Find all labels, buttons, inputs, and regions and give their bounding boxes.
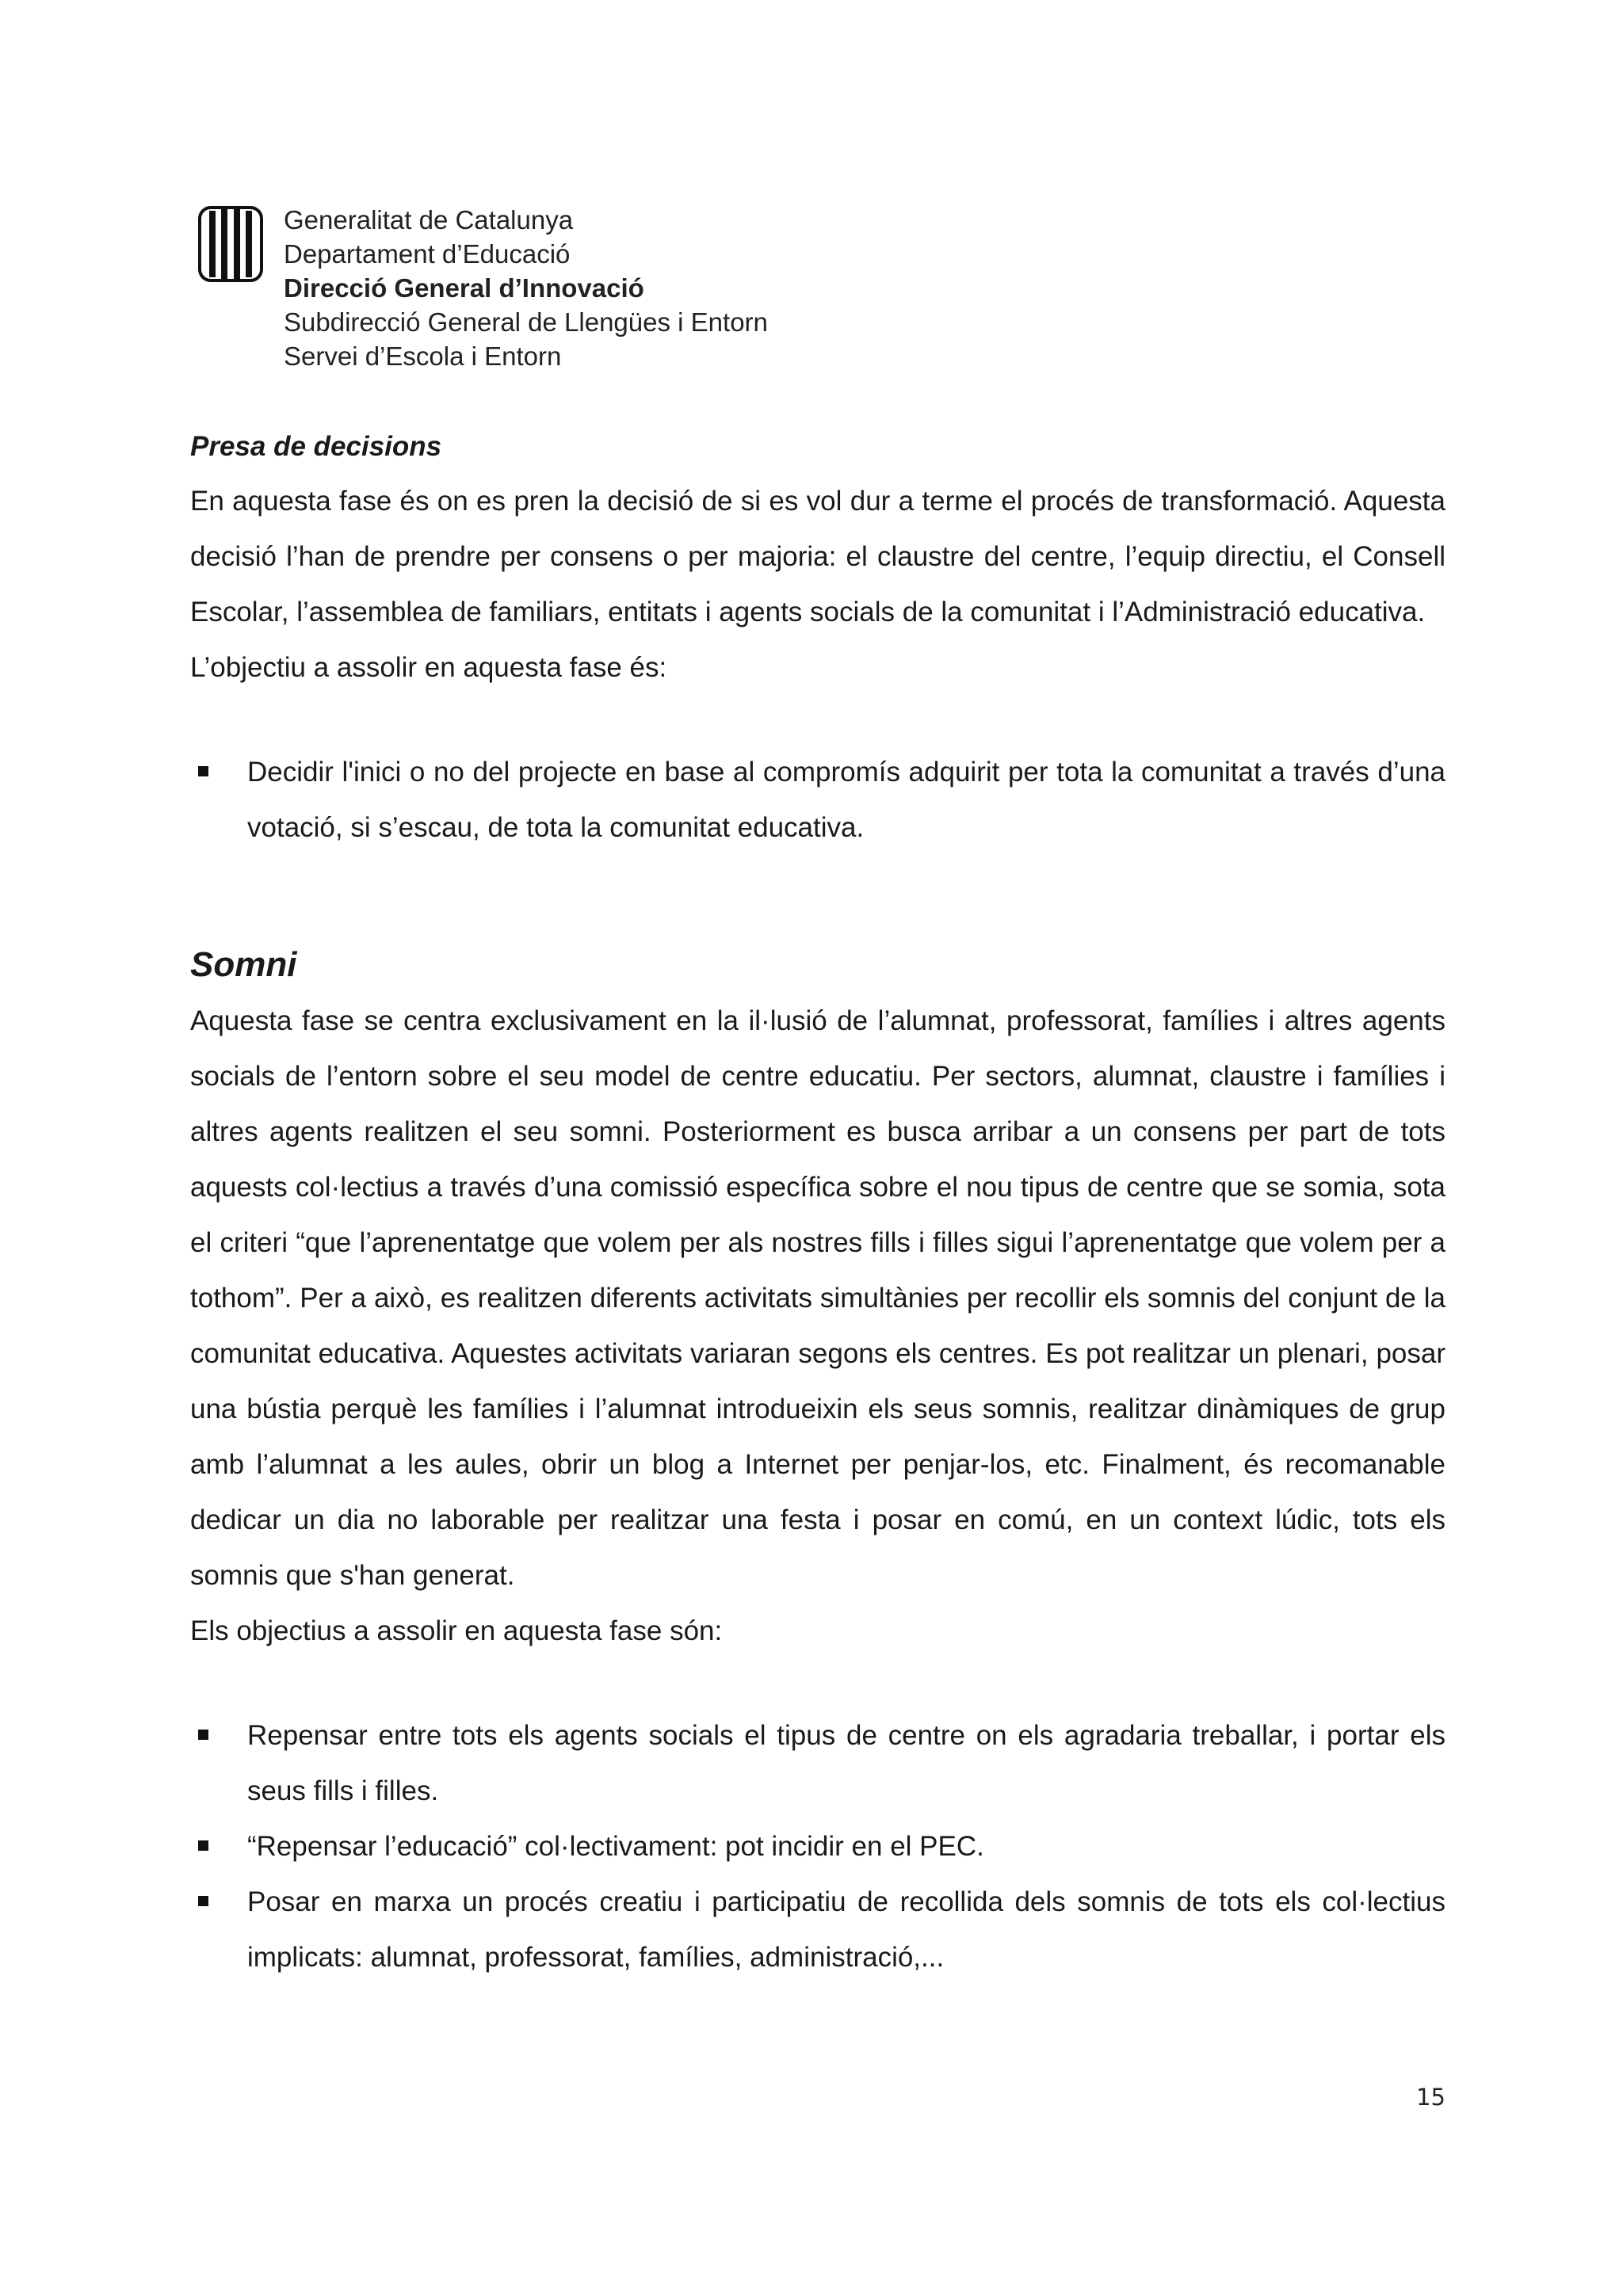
square-bullet-icon (198, 1896, 208, 1906)
page-number: 15 (1416, 2084, 1445, 2111)
list-item (190, 745, 1445, 856)
org-line-department: Departament d’Educació (284, 239, 571, 269)
list-item (190, 1875, 1445, 1985)
org-line-government: Generalitat de Catalunya (284, 205, 574, 235)
section-heading-somni: Somni (190, 945, 297, 984)
list-item-text: “Repensar l’educació” col·lectivament: pot incidir en el PEC. (247, 1831, 984, 1862)
document-body (190, 426, 1445, 1985)
list-item (190, 1708, 1445, 1819)
list-item-text: Posar en marxa un procés creatiu i participatiu de recollida dels somnis de tots els col·lectius implicats: alumnat, professorat, famílies, administració,... (247, 1886, 1445, 1973)
section-paragraph: En aquesta fase és on es pren la decisió de si es vol dur a terme el procés de transformació. Aquesta decisió l’han de prendre per consens o per majoria: el claustre del centre, l’equip directiu, el Consell Escolar, l’assemblea de familiars, entitats i agents socials de la comunitat i l’Administració educativa. (190, 486, 1445, 627)
org-line-service: Servei d’Escola i Entorn (284, 341, 562, 371)
generalitat-stripes-icon (198, 206, 263, 282)
section-paragraph: Aquesta fase se centra exclusivament en la il·lusió de l’alumnat, professorat, famílies i altres agents socials de l’entorn sobre el seu model de centre educatiu. Per sectors, alumnat, claustre i famílies i altres agents realitzen el seu somni. Posteriorment es busca arribar a un consens per part de tots aquests col·lectius a través d’una comissió específica sobre el nou tipus de centre que se somia, sota el criteri “que l’aprenentatge que volem per als nostres fills i filles sigui l’aprenentatge que volem per a tothom”. Per a això, es realitzen diferents activitats simultànies per recollir els somnis del conjunt de la comunitat educativa. Aquestes activitats variaran segons els centres. Es pot realitzar un plenari, posar una bústia perquè les famílies i l’alumnat introdueixin els seus somnis, realitzar dinàmiques de grup amb l’alumnat a les aules, obrir un blog a Internet per penjar-los, etc. Finalment, és recomanable dedicar un dia no laborable per realitzar una festa i posar en comú, en un context lúdic, tots els somnis que s'han generat. (190, 1005, 1445, 1591)
objectives-list (190, 745, 1445, 856)
square-bullet-icon (198, 1730, 208, 1740)
square-bullet-icon (198, 766, 208, 776)
objectives-lead: Els objectius a assolir en aquesta fase són: (190, 1615, 723, 1646)
list-item-text: Repensar entre tots els agents socials el tipus de centre on els agradaria treballar, i portar els seus fills i filles. (247, 1720, 1445, 1806)
org-line-subdirectorate: Subdirecció General de Llengües i Entorn (284, 307, 768, 337)
section-heading-presa-de-decisions: Presa de decisions (190, 431, 442, 462)
objectives-list (190, 1708, 1445, 1985)
list-item (190, 1819, 1445, 1875)
square-bullet-icon (198, 1840, 208, 1851)
org-line-directorate: Direcció General d’Innovació (284, 273, 644, 303)
list-item-text: Decidir l'inici o no del projecte en base al compromís adquirit per tota la comunitat a través d’una votació, si s’escau, de tota la comunitat educativa. (247, 757, 1445, 843)
organization-lines (284, 203, 768, 373)
objectives-lead: L’objectiu a assolir en aquesta fase és: (190, 652, 667, 683)
letterhead (198, 203, 768, 373)
